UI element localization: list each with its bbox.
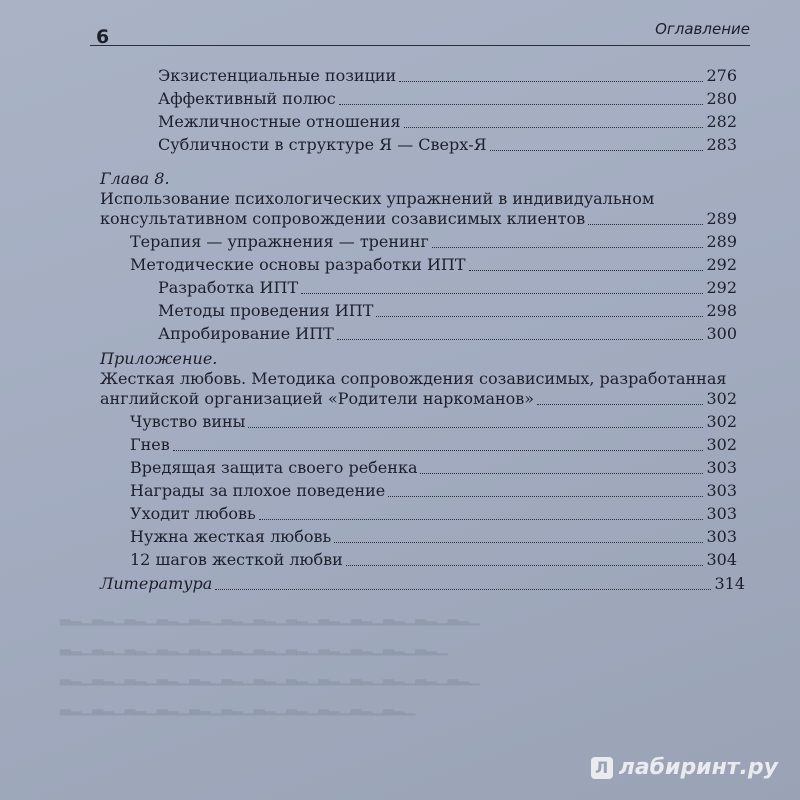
toc-entry-title: Аффективный полюс <box>158 89 336 108</box>
toc-entry-literature <box>100 574 745 594</box>
toc-entry <box>130 458 737 478</box>
toc-entry-page: 303 <box>706 458 737 477</box>
toc-entry <box>130 481 737 501</box>
dot-leader <box>388 496 703 497</box>
toc-entry-title: Уходит любовь <box>130 504 256 523</box>
watermark <box>591 755 778 780</box>
toc-entry-title: Вредящая защита своего ребенка <box>130 458 418 477</box>
toc-entry <box>130 550 737 570</box>
show-through-text: ▁▂▃▁▂▃▁▂▃▁▂▃▁▂▃▁▂▃▁▂▃▁▂▃▁▂▃▁▂▃▁▂▃▁▂▃ <box>60 640 448 656</box>
dot-leader <box>404 127 704 128</box>
toc-entry <box>130 232 737 252</box>
dot-leader <box>420 473 703 474</box>
toc-entry-title: Литература <box>100 574 213 593</box>
toc-entry-page: 289 <box>706 209 737 228</box>
toc-entry-title: Терапия — упражнения — тренинг <box>130 232 429 251</box>
dot-leader <box>469 270 704 271</box>
dot-leader <box>248 427 703 428</box>
dot-leader <box>346 565 704 566</box>
dot-leader <box>301 293 703 294</box>
toc-entry-title: Разработка ИПТ <box>158 278 299 297</box>
toc-entry <box>130 435 737 455</box>
toc-entry <box>130 255 737 275</box>
toc-entry-page: 276 <box>706 66 737 85</box>
toc-entry-page: 289 <box>706 232 737 251</box>
labirint-logo-icon: Л <box>591 757 613 779</box>
show-through-text: ▁▂▃▁▂▃▁▂▃▁▂▃▁▂▃▁▂▃▁▂▃▁▂▃▁▂▃▁▂▃▁▂▃▁▂▃▁▂▃ <box>60 670 480 686</box>
dot-leader <box>376 316 703 317</box>
toc-entry-page: 304 <box>706 550 737 569</box>
toc-entry-page: 298 <box>706 301 737 320</box>
toc-entry <box>158 324 737 344</box>
toc-entry <box>158 89 737 109</box>
toc-entry-title: Апробирование ИПТ <box>158 324 334 343</box>
appendix-title-line: Жесткая любовь. Методика сопровождения созависимых, разработанная <box>100 369 727 388</box>
dot-leader <box>334 542 703 543</box>
toc-entry-page: 303 <box>706 504 737 523</box>
toc-entry-page: 302 <box>706 435 737 454</box>
header-rule <box>90 45 750 46</box>
dot-leader <box>215 589 711 590</box>
dot-leader <box>259 519 704 520</box>
show-through-text: ▁▂▃▁▂▃▁▂▃▁▂▃▁▂▃▁▂▃▁▂▃▁▂▃▁▂▃▁▂▃▁▂▃ <box>60 700 416 716</box>
toc-entry-page: 300 <box>706 324 737 343</box>
toc-entry <box>158 66 737 86</box>
toc-entry <box>158 112 737 132</box>
toc-entry-page: 292 <box>706 255 737 274</box>
toc-entry <box>158 135 737 155</box>
toc-entry-title: консультативном сопровождении созависимых клиентов <box>100 209 586 228</box>
running-head: Оглавление <box>655 20 750 38</box>
toc-entry-title: Межличностные отношения <box>158 112 401 131</box>
toc-entry-page: 282 <box>706 112 737 131</box>
toc-entry-page: 292 <box>706 278 737 297</box>
toc-entry-title: Субличности в структуре Я — Сверх-Я <box>158 135 487 154</box>
toc-entry-page: 303 <box>706 527 737 546</box>
toc-entry <box>130 504 737 524</box>
toc-entry-title: Гнев <box>130 435 170 454</box>
dot-leader <box>490 150 704 151</box>
toc-entry <box>130 527 737 547</box>
chapter-title-line: Использование психологических упражнений в индивидуальном <box>100 189 655 208</box>
dot-leader <box>399 81 703 82</box>
toc-entry-title: Чувство вины <box>130 412 246 431</box>
toc-entry-page: 283 <box>706 135 737 154</box>
dot-leader <box>173 450 704 451</box>
watermark-text: лабиринт.ру <box>618 755 778 780</box>
toc-entry-title: Экзистенциальные позиции <box>158 66 397 85</box>
toc-entry-page: 303 <box>706 481 737 500</box>
toc-entry-page: 280 <box>706 89 737 108</box>
dot-leader <box>588 224 703 225</box>
dot-leader <box>537 404 703 405</box>
show-through-text: ▁▂▃▁▂▃▁▂▃▁▂▃▁▂▃▁▂▃▁▂▃▁▂▃▁▂▃▁▂▃▁▂▃▁▂▃▁▂▃ <box>60 610 480 626</box>
toc-entry-title: английской организацией «Родители наркоманов» <box>100 389 535 408</box>
toc-entry-title: Методы проведения ИПТ <box>158 301 374 320</box>
appendix-label: Приложение. <box>100 349 218 368</box>
toc-entry-page: 314 <box>714 574 745 593</box>
page-number: 6 <box>96 26 110 48</box>
toc-entry-title: Методические основы разработки ИПТ <box>130 255 466 274</box>
toc-entry-title: Награды за плохое поведение <box>130 481 386 500</box>
dot-leader <box>432 247 704 248</box>
dot-leader <box>337 339 704 340</box>
toc-entry <box>158 301 737 321</box>
toc-entry-appendix <box>100 389 737 409</box>
toc-entry <box>158 278 737 298</box>
toc-entry-title: 12 шагов жесткой любви <box>130 550 343 569</box>
toc-entry <box>130 412 737 432</box>
toc-entry-title: Нужна жесткая любовь <box>130 527 332 546</box>
toc-entry-page: 302 <box>706 412 737 431</box>
chapter-label: Глава 8. <box>100 169 170 188</box>
toc-entry-chapter <box>100 209 737 229</box>
dot-leader <box>339 104 704 105</box>
toc-entry-page: 302 <box>706 389 737 408</box>
